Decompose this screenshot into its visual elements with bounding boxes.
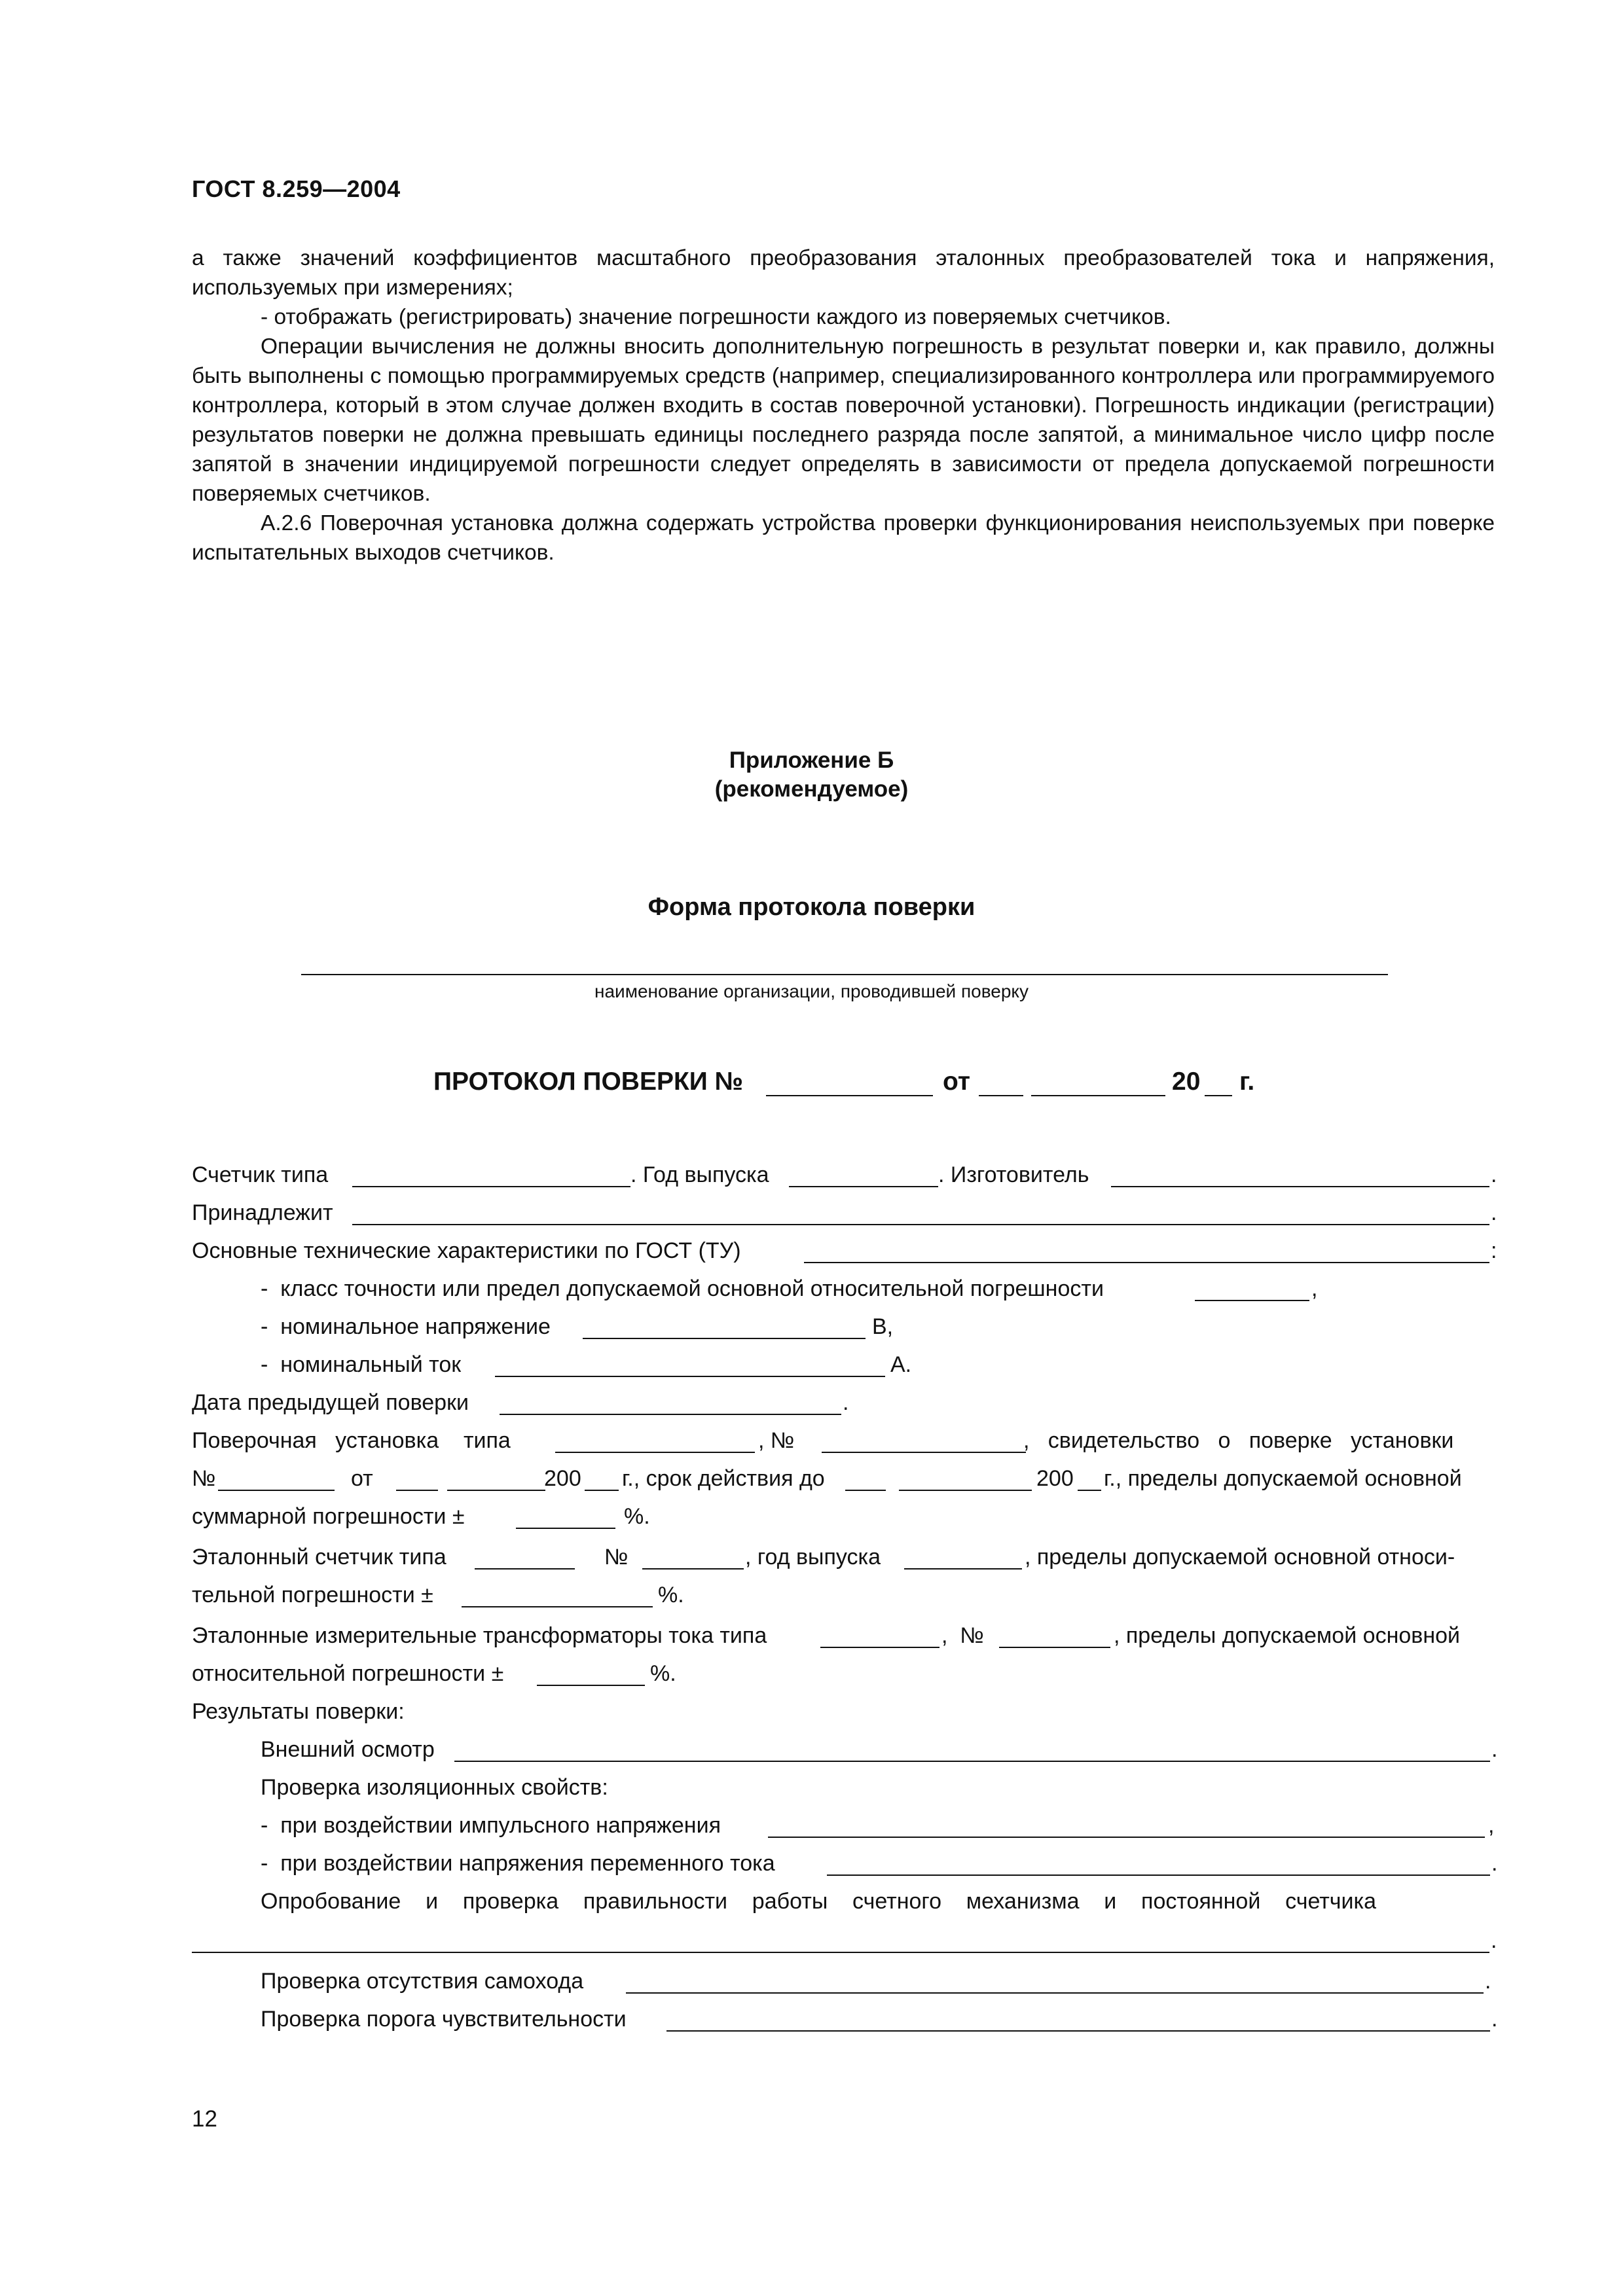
punct: . (1491, 1162, 1497, 1187)
label-inspection: Внешний осмотр (261, 1737, 435, 1762)
setup-number-field[interactable] (822, 1452, 1026, 1453)
form-row-testing (261, 1885, 1570, 1918)
list-item-display: - отображать (регистрировать) значение погрешности каждого из поверяемых счетчиков. (261, 305, 1171, 329)
form-row-results (192, 1695, 1501, 1728)
current-unit: А. (890, 1352, 912, 1377)
specs-standard-field[interactable] (804, 1262, 1489, 1263)
ref-meter-year-field[interactable] (904, 1568, 1022, 1570)
punct: . (1485, 1969, 1491, 1994)
cert-day-field[interactable] (396, 1490, 438, 1491)
protocol-g: г. (1239, 1067, 1255, 1096)
protocol-title: ПРОТОКОЛ ПОВЕРКИ № (433, 1067, 744, 1096)
protocol-ot: от (943, 1067, 970, 1096)
form-row-ac-voltage (261, 1847, 1570, 1880)
label-limits: г., пределы допускаемой основной (1104, 1466, 1462, 1491)
protocol-month-field[interactable] (1031, 1095, 1165, 1096)
protocol-year-field[interactable] (1205, 1095, 1232, 1096)
punct: , (1311, 1276, 1318, 1301)
valid-year-field[interactable] (1078, 1490, 1101, 1491)
manufacturer-field[interactable] (1111, 1186, 1489, 1187)
percent-unit: %. (624, 1504, 650, 1529)
label-owner: Принадлежит (192, 1200, 333, 1225)
label-meter-type: Счетчик типа (192, 1162, 329, 1187)
label-total-error: суммарной погрешности ± (192, 1504, 465, 1529)
label-ref-meter-limits: , пределы допускаемой основной относи- (1025, 1545, 1455, 1570)
paragraph-operations: Операции вычисления не должны вносить дополнительную погрешность в результат поверки и, как правило, должны быть выполнены с помощью программируемых средств (например, специализированного контроллера или программируемого контроллера, который в этом случае должен входить в состав поверочной установки). Погрешность индикации (регистрации) результатов поверки не должна превышать единицы последнего разряда после запятой, а минимальное число цифр после запятой в значении индицируемой погрешности следует определять в зависимости от предела допускаемой погрешности поверяемых счетчиков. (192, 334, 1495, 506)
ref-meter-error-field[interactable] (462, 1606, 653, 1607)
label-impulse: - при воздействии импульсного напряжения (261, 1813, 721, 1838)
paragraph-continuation: а также значений коэффициентов масштабного преобразования эталонных преобразователей тока и напряжения, используемых при измерениях; (192, 246, 1495, 300)
form-row-impulse (261, 1809, 1570, 1842)
label-setup-type: Поверочная установка типа (192, 1428, 511, 1453)
label-ac-voltage: - при воздействии напряжения переменного тока (261, 1851, 775, 1876)
transformer-number-field[interactable] (999, 1647, 1110, 1648)
ref-meter-number-field[interactable] (642, 1568, 744, 1570)
form-title: Форма протокола поверки (647, 893, 976, 921)
label-current: - номинальный ток (261, 1352, 462, 1377)
label-creep: Проверка отсутствия самохода (261, 1969, 584, 1994)
label-year-made: . Год выпуска (630, 1162, 769, 1187)
form-row-creep (261, 1965, 1570, 1998)
label-setup-number: , № (758, 1428, 795, 1453)
punct: . (1491, 1200, 1497, 1225)
accuracy-field[interactable] (1195, 1300, 1309, 1301)
appendix-subtitle: (рекомендуемое) (714, 776, 909, 802)
punct: . (1491, 2007, 1498, 2032)
transformer-type-field[interactable] (820, 1647, 939, 1648)
form-row-inspection (261, 1733, 1570, 1766)
owner-field[interactable] (352, 1224, 1489, 1225)
label-testing: Опробование и проверка правильности работы счетного механизма и постоянной счетчика (261, 1889, 1377, 1914)
punct: , (1488, 1813, 1495, 1838)
label-cert-number: № (192, 1466, 216, 1491)
label-results: Результаты поверки: (192, 1699, 405, 1724)
label-transformer-error: относительной погрешности ± (192, 1661, 504, 1686)
valid-month-field[interactable] (899, 1490, 1032, 1491)
punct: . (1491, 1851, 1498, 1876)
label-sensitivity: Проверка порога чувствительности (261, 2007, 627, 2032)
form-row-accuracy (261, 1272, 1570, 1305)
form-row-reference-meter (192, 1541, 1501, 1573)
label-manufacturer: . Изготовитель (938, 1162, 1089, 1187)
inspection-field[interactable] (454, 1761, 1490, 1762)
label-accuracy: - класс точности или предел допускаемой основной относительной погрешности (261, 1276, 1104, 1301)
protocol-number-field[interactable] (766, 1095, 933, 1096)
form-row-testing-result (192, 1924, 1501, 1957)
organization-caption: наименование организации, проводившей поверку (594, 981, 1029, 1001)
form-row-certificate (192, 1462, 1501, 1495)
organization-line[interactable] (301, 974, 1388, 975)
year-made-field[interactable] (789, 1186, 938, 1187)
impulse-field[interactable] (768, 1837, 1485, 1838)
meter-type-field[interactable] (352, 1186, 630, 1187)
protocol-year-prefix: 20 (1172, 1067, 1201, 1096)
label-transformer-limits: , пределы допускаемой основной (1114, 1623, 1460, 1648)
cert-month-field[interactable] (447, 1490, 545, 1491)
cert-number-field[interactable] (218, 1490, 335, 1491)
label-insulation: Проверка изоляционных свойств: (261, 1775, 608, 1800)
setup-type-field[interactable] (555, 1452, 755, 1453)
label-voltage: - номинальное напряжение (261, 1314, 551, 1339)
form-row-specs (192, 1234, 1501, 1267)
form-row-current (261, 1348, 1570, 1381)
cert-year-prefix: 200 (544, 1466, 581, 1491)
label-valid-until: г., срок действия до (622, 1466, 825, 1491)
protocol-title-row (0, 1064, 1623, 1100)
page-number: 12 (192, 2106, 217, 2132)
form-row-owner (192, 1196, 1501, 1229)
form-row-transformer-error (192, 1657, 1501, 1690)
label-specs: Основные технические характеристики по ГОСТ (ТУ) (192, 1238, 741, 1263)
form-row-prev-date (192, 1386, 1501, 1419)
voltage-unit: В, (872, 1314, 894, 1339)
label-certificate: , свидетельство о поверке установки (1023, 1428, 1454, 1453)
label-ref-meter-error: тельной погрешности ± (192, 1583, 433, 1607)
document-header: ГОСТ 8.259—2004 (192, 175, 401, 202)
ac-voltage-field[interactable] (827, 1874, 1490, 1876)
punct: . (1491, 1737, 1498, 1762)
form-row-meter-type (192, 1158, 1501, 1191)
prev-date-field[interactable] (500, 1414, 841, 1415)
ref-meter-type-field[interactable] (475, 1568, 575, 1570)
form-row-sensitivity (261, 2003, 1570, 2036)
label-ref-meter-type: Эталонный счетчик типа (192, 1545, 447, 1570)
label-transformer-number: , № (941, 1623, 984, 1648)
creep-field[interactable] (626, 1992, 1484, 1994)
transformer-error-field[interactable] (537, 1685, 645, 1686)
paragraph-a26: А.2.6 Поверочная установка должна содержать устройства проверки функционирования неиспользуемых при поверке испытательных выходов счетчиков. (192, 511, 1495, 565)
cert-year-field[interactable] (585, 1490, 619, 1491)
punct: . (843, 1390, 849, 1415)
sensitivity-field[interactable] (666, 2030, 1490, 2032)
form-row-ref-meter-error (192, 1579, 1501, 1611)
form-row-insulation (261, 1771, 1570, 1804)
label-cert-from: от (351, 1466, 373, 1491)
total-error-field[interactable] (516, 1528, 615, 1529)
form-row-setup (192, 1424, 1501, 1457)
protocol-day-field[interactable] (979, 1095, 1023, 1096)
label-prev-date: Дата предыдущей поверки (192, 1390, 469, 1415)
appendix-title: Приложение Б (729, 747, 894, 773)
valid-year-prefix: 200 (1036, 1466, 1074, 1491)
form-row-voltage (261, 1310, 1570, 1343)
label-ref-meter-number: № (604, 1545, 629, 1570)
punct: : (1491, 1238, 1497, 1263)
label-ref-meter-year: , год выпуска (745, 1545, 881, 1570)
form-row-total-error (192, 1500, 1501, 1533)
current-field[interactable] (495, 1376, 885, 1377)
form-row-transformers (192, 1619, 1501, 1652)
percent-unit: %. (650, 1661, 676, 1686)
punct: . (1491, 1928, 1497, 1953)
voltage-field[interactable] (583, 1338, 866, 1339)
label-transformer-type: Эталонные измерительные трансформаторы тока типа (192, 1623, 767, 1648)
percent-unit: %. (658, 1583, 684, 1607)
valid-day-field[interactable] (845, 1490, 886, 1491)
testing-result-field[interactable] (192, 1952, 1489, 1953)
